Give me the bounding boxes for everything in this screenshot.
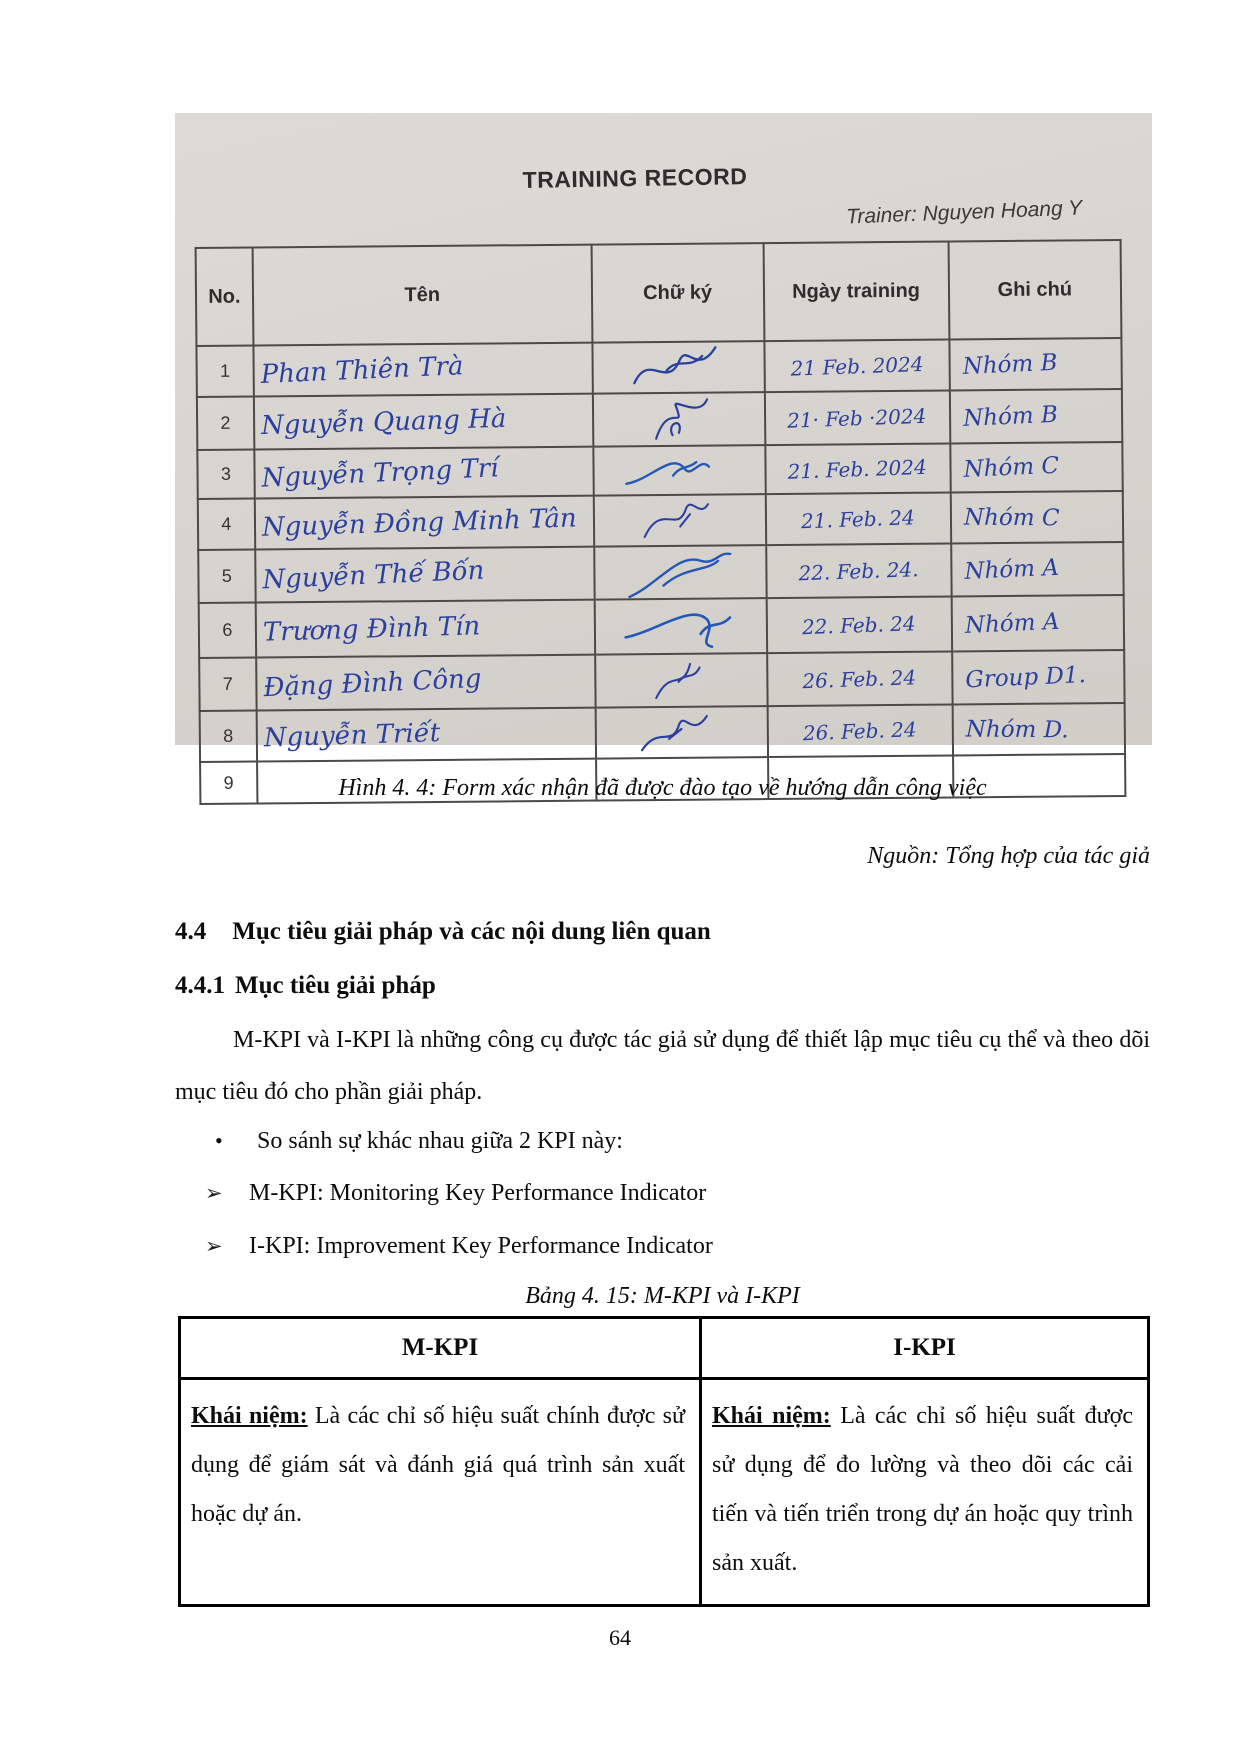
group-note: Nhóm C <box>963 504 1060 531</box>
bullet-item <box>215 1128 1150 1155</box>
section-title: Mục tiêu giải pháp và các nội dung liên quan <box>232 918 711 945</box>
definition-label: Khái niệm: <box>191 1403 308 1429</box>
arrow-bullet-icon: ➢ <box>205 1181 223 1205</box>
trainee-name: Nguyễn Triết <box>263 717 441 753</box>
arrow-bullet-icon: ➢ <box>205 1234 223 1258</box>
training-date: 21. Feb. 2024 <box>787 454 928 484</box>
row-no: 5 <box>198 550 255 603</box>
bullet-icon: • <box>215 1128 223 1153</box>
table-row <box>196 338 1121 397</box>
trainee-name: Nguyễn Thế Bốn <box>261 555 485 595</box>
table-row <box>198 491 1123 550</box>
section-number: 4.4 <box>175 918 207 945</box>
page-number: 64 <box>609 1625 631 1650</box>
definition-text: Là các chỉ số hiệu suất chính được sử dụng để giám sát và đánh giá quá trình sản xuất hoặc dự án. <box>191 1403 685 1527</box>
row-no: 4 <box>198 499 255 550</box>
signature-scribble <box>614 441 743 500</box>
header-date: Ngày training <box>763 241 949 341</box>
section-number: 4.4.1 <box>175 972 225 999</box>
arrow-item-ikpi <box>205 1233 1150 1260</box>
training-date: 26. Feb. 24 <box>802 664 917 693</box>
figure-source: Nguồn: Tổng hợp của tác giả <box>867 843 1150 869</box>
table-caption: Bảng 4. 15: M-KPI và I-KPI <box>525 1283 800 1309</box>
arrow-item-text: I-KPI: Improvement Key Performance Indicator <box>249 1233 713 1259</box>
group-note: Nhóm B <box>961 349 1058 380</box>
signature-scribble <box>633 650 728 711</box>
training-record-table <box>195 239 1127 805</box>
definition-label: Khái niệm: <box>712 1403 831 1429</box>
figure-caption: Hình 4. 4: Form xác nhận đã được đào tạo về hướng dẫn công việc <box>338 775 987 801</box>
header-sign: Chữ ký <box>591 243 764 342</box>
signature-scribble <box>629 702 734 762</box>
group-note: Nhóm A <box>964 608 1060 639</box>
kpi-comparison-table <box>178 1316 1150 1607</box>
row-no: 2 <box>197 397 254 450</box>
group-note: Nhóm A <box>963 554 1060 585</box>
table-row <box>197 389 1122 450</box>
kpi-header-row <box>180 1318 1149 1379</box>
row-no: 7 <box>199 658 256 711</box>
signature-scribble <box>626 388 731 450</box>
header-name: Tên <box>252 245 592 346</box>
training-date: 22. Feb. 24 <box>801 610 917 639</box>
signature-scribble <box>618 594 742 660</box>
trainee-name: Nguyễn Trọng Trí <box>260 452 499 494</box>
table-row <box>198 542 1123 603</box>
row-no: 1 <box>196 346 253 397</box>
row-no: 8 <box>200 711 257 762</box>
trainee-name: Trương Đình Tín <box>262 610 481 648</box>
group-note: Nhóm C <box>962 452 1060 483</box>
kpi-cell-mkpi <box>180 1379 701 1606</box>
header-no: No. <box>196 248 254 346</box>
signature-scribble <box>630 491 730 550</box>
training-date: 21 Feb. 2024 <box>789 351 924 381</box>
training-date: 21· Feb ·2024 <box>787 403 928 433</box>
arrow-item-text: M-KPI: Monitoring Key Performance Indicator <box>249 1180 707 1206</box>
training-date: 26. Feb. 24 <box>802 716 918 745</box>
group-note: Group D1. <box>964 661 1087 693</box>
section-heading-4-4-1 <box>175 972 1150 1000</box>
trainer-label: Trainer: Nguyen Hoang Y <box>845 196 1083 229</box>
kpi-header-ikpi: I-KPI <box>701 1318 1149 1379</box>
section-heading-4-4 <box>175 918 1150 946</box>
intro-paragraph: M-KPI và I-KPI là những công cụ được tác giả sử dụng để thiết lập mục tiêu cụ thể và theo dõi mục tiêu đó cho phần giải pháp. <box>175 1027 1150 1105</box>
photo-title: TRAINING RECORD <box>522 163 748 193</box>
training-date: 21. Feb. 24 <box>800 504 916 533</box>
kpi-body-row <box>180 1379 1149 1606</box>
definition-text: Là các chỉ số hiệu suất được sử dụng để đo lường và theo dõi các cải tiến và tiến triển trong dự án hoặc quy trình sản xuất. <box>712 1403 1133 1576</box>
table-row <box>199 595 1124 658</box>
trainee-name: Phan Thiên Trà <box>259 350 464 390</box>
training-date: 22. Feb. 24. <box>798 556 919 585</box>
group-note: Nhóm B <box>962 401 1059 432</box>
group-note: Nhóm D. <box>965 716 1069 743</box>
row-no: 3 <box>197 450 254 499</box>
trainee-name: Nguyễn Đồng Minh Tân <box>261 502 577 543</box>
table-row <box>197 442 1122 499</box>
bullet-text: So sánh sự khác nhau giữa 2 KPI này: <box>257 1128 623 1154</box>
kpi-cell-ikpi <box>701 1379 1149 1606</box>
section-title: Mục tiêu giải pháp <box>235 972 436 999</box>
header-note: Ghi chú <box>948 240 1121 339</box>
row-no: 6 <box>199 603 256 658</box>
trainee-name: Nguyễn Quang Hà <box>260 403 507 441</box>
table-row <box>200 703 1125 762</box>
kpi-header-mkpi: M-KPI <box>180 1318 701 1379</box>
table-row <box>199 650 1124 711</box>
arrow-item-mkpi <box>205 1180 1150 1207</box>
trainee-name: Đặng Đình Công <box>262 663 482 703</box>
row-no: 9 <box>200 762 257 804</box>
table-header-row <box>196 240 1122 346</box>
